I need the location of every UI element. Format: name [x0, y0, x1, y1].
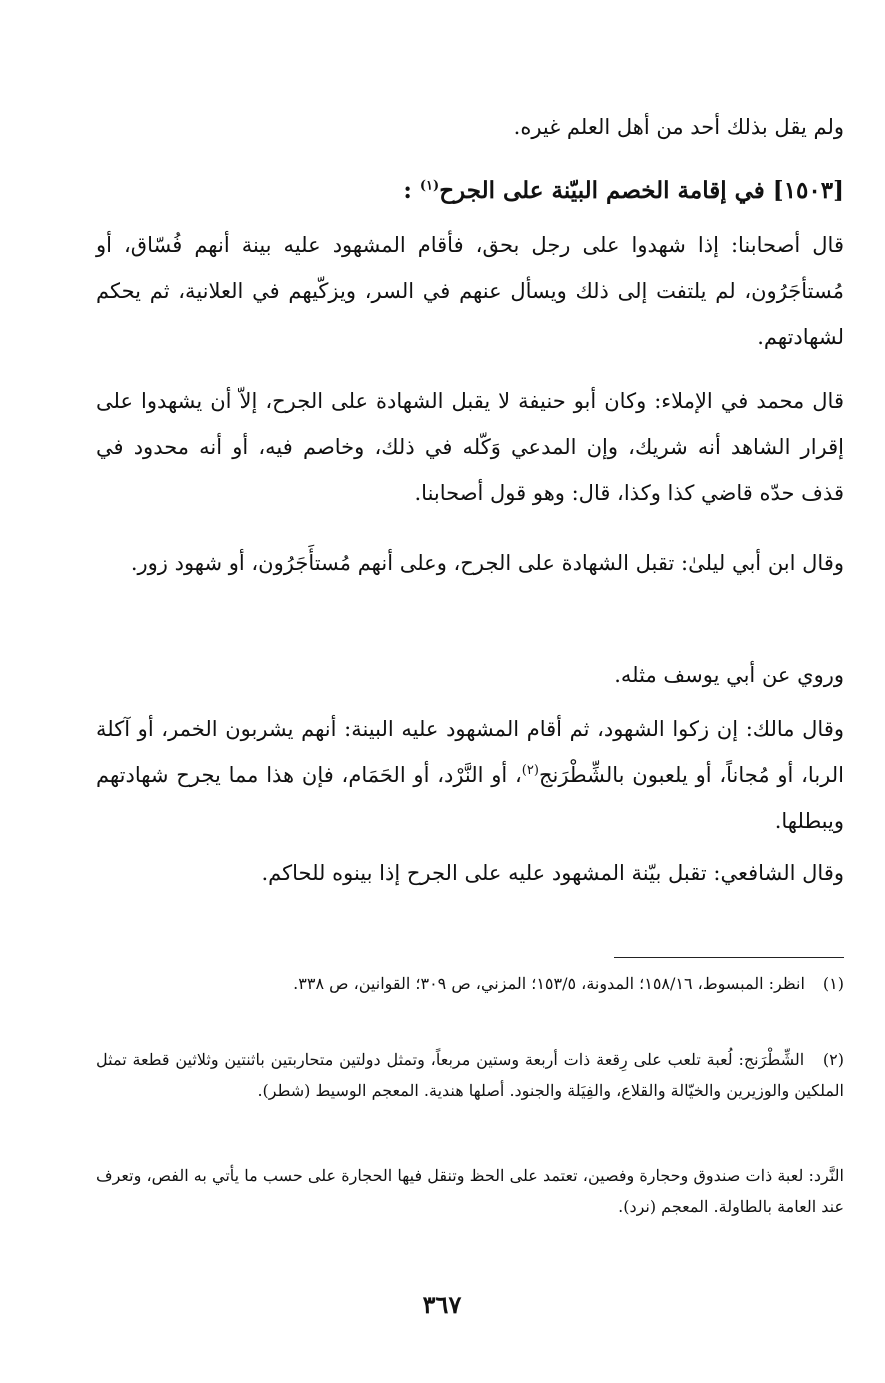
paragraph-companions-text: قال أصحابنا: إذا شهدوا على رجل بحق، فأقام المشهود عليه بينة أنهم فُسّاق، أو مُستأجَرُون، لم يلتفت إلى ذلك ويسأل عنهم في السر، ويزكّيهم في العلانية، ثم يحكم لشهادتهم. [96, 233, 844, 349]
footnote-2-continued [96, 1160, 844, 1222]
footnote-2-text: الشِّطْرَنج: لُعبة تلعب على رِقعة ذات أربعة وستين مربعاً، وتمثل دولتين متحاربتين باثنتين وثلاثين قطعة تمثل الملكين والوزيرين والخيّالة والقلاع، والفِيَلة والجنود. أصلها هندية. المعجم الوسيط (شطر). [96, 1050, 844, 1100]
paragraph-ibn-abi-layla-text: وقال ابن أبي ليلىٰ: تقبل الشهادة على الجرح، وعلى أنهم مُستأَجَرُون، أو شهود زور. [130, 551, 844, 575]
paragraph-muhammad [96, 378, 844, 516]
paragraph-malik-text-a: وقال مالك: إن زكوا الشهود، ثم أقام المشهود عليه البينة: أنهم يشربون الخمر، أو آكلة الربا، أو مُجاناً، أو يلعبون بالشِّطْرَنج [96, 717, 844, 787]
footnote-1 [96, 968, 844, 999]
paragraph-abu-yusuf-text: وروي عن أبي يوسف مثله. [614, 663, 844, 687]
section-heading [96, 168, 844, 214]
paragraph-shafii-text: وقال الشافعي: تقبل بيّنة المشهود عليه على الجرح إذا بينوه للحاكم. [261, 861, 844, 885]
paragraph-malik [96, 706, 844, 844]
paragraph-abu-yusuf [96, 652, 844, 698]
paragraph-muhammad-text: قال محمد في الإملاء: وكان أبو حنيفة لا يقبل الشهادة على الجرح، إلاّ أن يشهدوا على إقرار الشاهد أنه شريك، وإن المدعي وَكّله في ذلك، وخاصم فيه، أو أنه محدود في قذف حدّه قاضي كذا وكذا، قال: وهو قول أصحابنا. [96, 389, 844, 505]
footnote-separator [614, 957, 844, 958]
footnote-2-mark: (٢) [822, 1050, 844, 1069]
footnote-ref-1: (١) [419, 178, 440, 194]
paragraph-ibn-abi-layla [96, 540, 844, 586]
paragraph-intro-text: ولم يقل بذلك أحد من أهل العلم غيره. [513, 115, 844, 139]
footnote-1-mark: (١) [822, 974, 844, 993]
footnote-2-extra-text: النَّرد: لعبة ذات صندوق وحجارة وفصين، تعتمد على الحظ وتنقل فيها الحجارة على حسب ما يأتي به الفص، وتعرف عند العامة بالطاولة. المعجم (نرد). [96, 1166, 844, 1216]
footnote-ref-2: (٢) [521, 763, 539, 778]
section-title: في إقامة الخصم البيّنة على الجرح [439, 177, 765, 204]
paragraph-malik-text-b: ، أو النَّرْد، أو الحَمَام، فإن هذا مما يجرح شهادتهم ويبطلها. [96, 763, 844, 833]
paragraph-intro [96, 104, 844, 150]
footnote-1-text: انظر: المبسوط، ١٥٨/١٦؛ المدونة، ١٥٣/٥؛ المزني، ص ٣٠٩؛ القوانين، ص ٣٣٨. [293, 974, 805, 993]
paragraph-companions [96, 222, 844, 360]
footnote-2 [96, 1044, 844, 1106]
paragraph-shafii [96, 850, 844, 896]
section-number: [١٥٠٣] [772, 177, 844, 204]
page-number: ٣٦٧ [422, 1290, 462, 1319]
heading-colon: : [403, 177, 412, 204]
